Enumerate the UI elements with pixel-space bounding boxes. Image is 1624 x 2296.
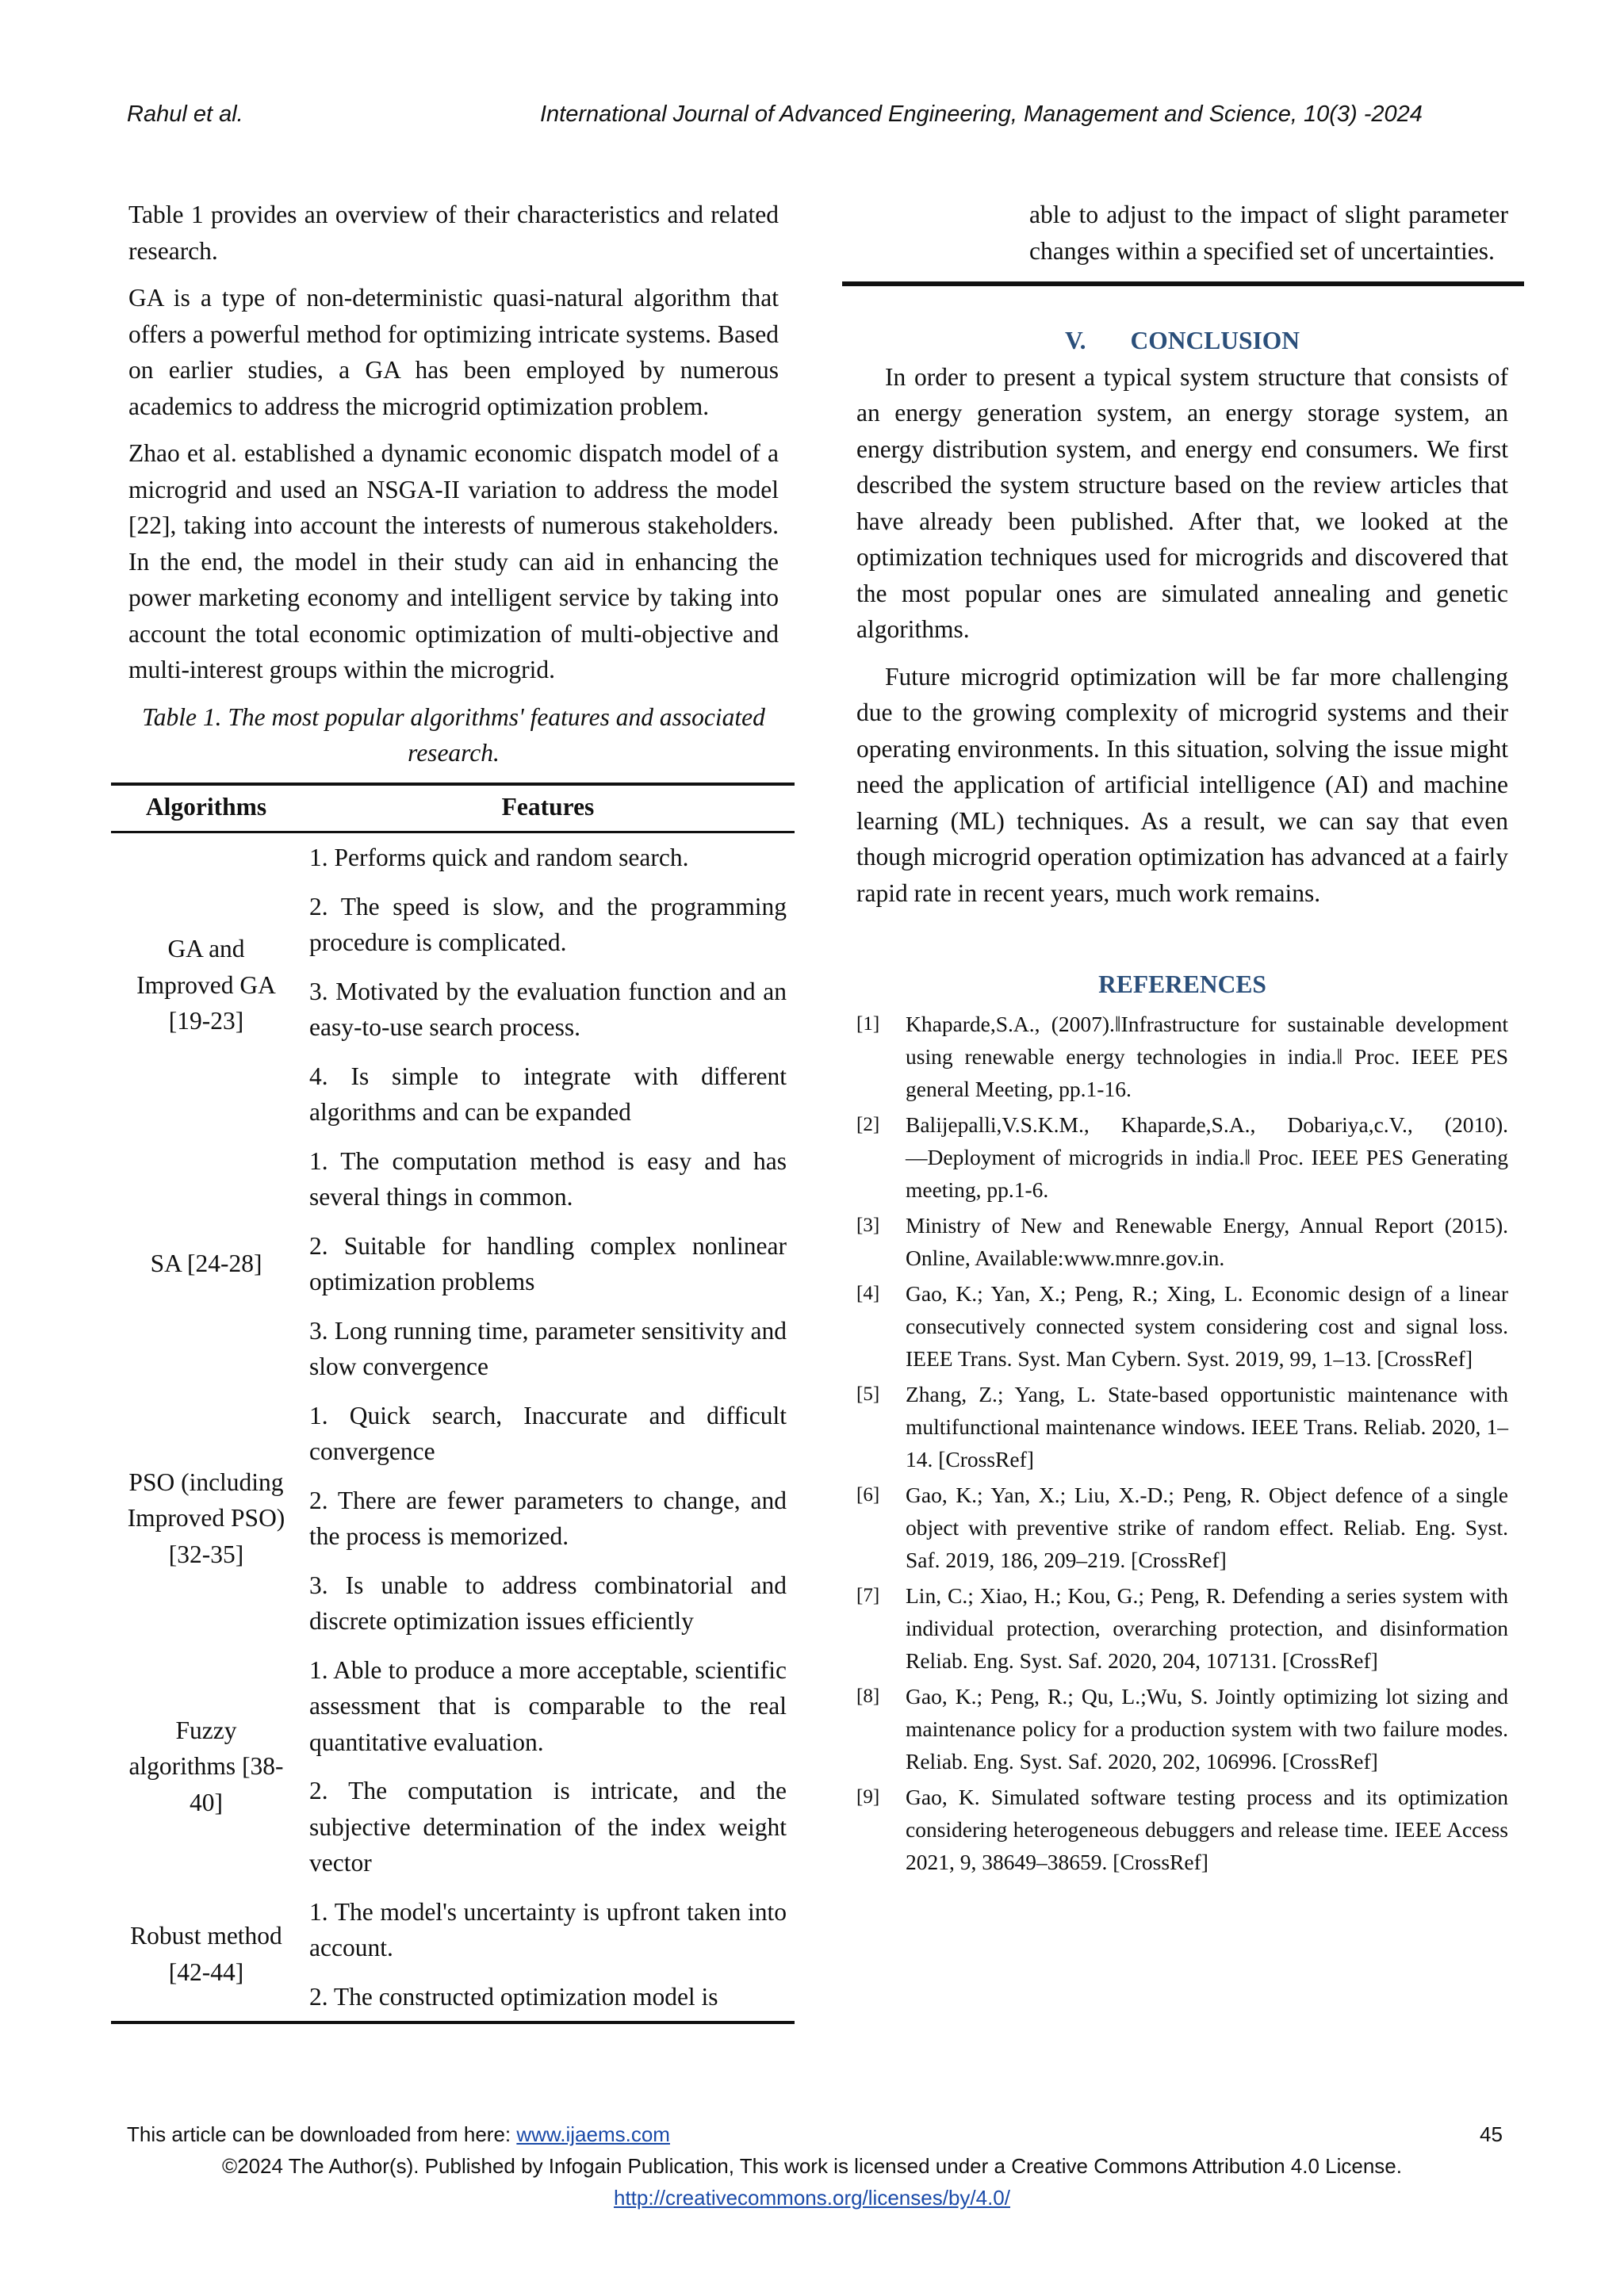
table-row xyxy=(111,1391,795,1476)
footer-download-text: This article can be downloaded from here: xyxy=(127,2122,517,2146)
paragraph-intro: Table 1 provides an overview of their characteristics and related research. xyxy=(128,201,779,265)
algorithm-name: GA and Improved GA [19-23] xyxy=(136,935,276,1035)
algorithm-name: Robust method [42-44] xyxy=(130,1922,282,1986)
footer-license: ©2024 The Author(s). Published by Infogain Publication, This work is licensed under a Creative Commons Attribution 4.0 License. xyxy=(221,2154,1402,2178)
paragraph-zhao: Zhao et al. established a dynamic economic dispatch model of a microgrid and used an NSGA-II variation to address the model [22], taking into account the interests of numerous stakeholders. In the end, the model in their study can aid in enhancing the power marketing economy and intelligent service by taking into account the total economic optimization of multi-objective and multi-interest groups within the microgrid. xyxy=(128,439,779,683)
reference-item: [4] Gao, K.; Yan, X.; Peng, R.; Xing, L. Economic design of a linear consecutively connected system considering cost and signal loss. IEEE Trans. Syst. Man Cybern. Syst. 2019, 99, 1–13. [CrossRef] xyxy=(856,1280,1508,1371)
feature-cell: 3. Long running time, parameter sensitivity and slow convergence xyxy=(309,1316,787,1380)
table-row xyxy=(111,1888,795,1973)
reference-item: [6] Gao, K.; Yan, X.; Liu, X.-D.; Peng, R. Object defence of a single object with preventive strike of random effect. Reliab. Eng. Syst. Saf. 2019, 186, 209–219. [CrossRef] xyxy=(856,1482,1508,1572)
footer-license-link-line xyxy=(0,2186,1624,2210)
feature-cell: 2. The speed is slow, and the programming procedure is complicated. xyxy=(309,892,787,956)
feature-cell: 3. Motivated by the evaluation function and an easy-to-use search process. xyxy=(309,977,787,1041)
algorithm-name: PSO (including Improved PSO) [32-35] xyxy=(127,1468,285,1568)
header-features: Features xyxy=(501,792,595,821)
table-continuation: able to adjust to the impact of slight parameter changes within a specified set of uncertainties. xyxy=(1029,201,1508,265)
feature-cell: 1. Performs quick and random search. xyxy=(309,844,689,871)
feature-cell: 1. The model's uncertainty is upfront taken into account. xyxy=(309,1897,787,1961)
reference-item: [3] Ministry of New and Renewable Energy, Annual Report (2015). Online, Available:www.mnre.gov.in. xyxy=(856,1212,1508,1270)
right-column xyxy=(856,197,1508,1881)
feature-cell: 1. The computation method is easy and has several things in common. xyxy=(309,1146,787,1211)
section-number: V. xyxy=(1064,327,1086,354)
table-row xyxy=(111,832,795,882)
running-header-journal: International Journal of Advanced Engineering, Management and Science, 10(3) -2024 xyxy=(540,101,1423,127)
running-header-authors: Rahul et al. xyxy=(127,101,243,127)
table-bottom-rule xyxy=(842,281,1524,286)
table-header-row xyxy=(111,784,795,832)
feature-cell: 2. The computation is intricate, and the subjective determination of the index weight vector xyxy=(309,1777,787,1877)
left-column xyxy=(127,197,787,2024)
algorithm-name: SA [24-28] xyxy=(150,1249,262,1278)
reference-item: [2] Balijepalli,V.S.K.M., Khaparde,S.A., Dobariya,c.V., (2010). ―Deployment of microgrids in india.‖ Proc. IEEE PES Generating meeting, pp.1-6. xyxy=(856,1112,1508,1202)
reference-item: [7] Lin, C.; Xiao, H.; Kou, G.; Peng, R. Defending a series system with individual protection, overarching protection, and disinformation Reliab. Eng. Syst. Saf. 2020, 204, 107131. [CrossRef] xyxy=(856,1582,1508,1673)
header-algorithms: Algorithms xyxy=(145,792,267,821)
table-row xyxy=(111,1646,795,1767)
paragraph-conclusion-2: Future microgrid optimization will be far more challenging due to the growing complexity of microgrid systems and their operating environments. In this situation, solving the issue might need the application of artificial intelligence (AI) and machine learning (ML) techniques. As a result, we can say that even though microgrid operation optimization has advanced at a fairly rapid rate in recent years, much work remains. xyxy=(856,662,1508,907)
footer-site-link[interactable]: www.ijaems.com xyxy=(516,2122,670,2146)
footer-license-link[interactable]: http://creativecommons.org/licenses/by/4.0/ xyxy=(613,2186,1010,2210)
feature-cell: 2. The constructed optimization model is xyxy=(309,1982,718,2011)
algorithms-table xyxy=(111,783,795,2025)
section-heading-conclusion xyxy=(856,323,1508,359)
reference-item: [8] Gao, K.; Peng, R.; Qu, L.;Wu, S. Jointly optimizing lot sizing and maintenance policy for a production system with two failure modes. Reliab. Eng. Syst. Saf. 2020, 202, 106996. [CrossRef] xyxy=(856,1683,1508,1774)
section-heading-references: REFERENCES xyxy=(1098,970,1266,998)
reference-item: [1] Khaparde,S.A., (2007).‖Infrastructure for sustainable development using renewable energy technologies in india.‖ Proc. IEEE PES general Meeting, pp.1-16. xyxy=(856,1011,1508,1101)
paragraph-ga: GA is a type of non-deterministic quasi-natural algorithm that offers a powerful method for optimizing intricate systems. Based on earlier studies, a GA has been employed by numerous academics to address the microgrid optimization problem. xyxy=(128,284,779,420)
feature-cell: 4. Is simple to integrate with different algorithms and can be expanded xyxy=(309,1062,787,1126)
paragraph-conclusion-1: In order to present a typical system structure that consists of an energy generation system, an energy storage system, an energy distribution system, and energy end consumers. We first described the system structure based on the review articles that have already been published. After that, we looked at the optimization techniques used for microgrids and discovered that the most popular ones are simulated annealing and genetic algorithms. xyxy=(856,362,1508,643)
feature-cell: 3. Is unable to address combinatorial and discrete optimization issues efficiently xyxy=(309,1571,787,1635)
algorithm-name: Fuzzy algorithms [38-40] xyxy=(128,1716,284,1816)
feature-cell: 2. Suitable for handling complex nonlinear optimization problems xyxy=(309,1231,787,1295)
table-row xyxy=(111,1137,795,1222)
page-number: 45 xyxy=(1480,2122,1503,2146)
reference-item: [5] Zhang, Z.; Yang, L. State-based opportunistic maintenance with multifunctional maintenance windows. IEEE Trans. Reliab. 2020, 1–14. [CrossRef] xyxy=(856,1381,1508,1471)
feature-cell: 1. Able to produce a more acceptable, scientific assessment that is comparable to the real quantitative evaluation. xyxy=(309,1655,787,1756)
section-title: CONCLUSION xyxy=(1130,327,1300,354)
reference-list xyxy=(856,1008,1508,1878)
footer-download-line xyxy=(127,2122,670,2147)
feature-cell: 1. Quick search, Inaccurate and difficult convergence xyxy=(309,1401,787,1465)
table-caption: Table 1. The most popular algorithms' features and associated research. xyxy=(142,702,765,767)
feature-cell: 2. There are fewer parameters to change, and the process is memorized. xyxy=(309,1486,787,1550)
reference-item: [9] Gao, K. Simulated software testing process and its optimization considering heterogeneous debuggers and release time. IEEE Access 2021, 9, 38649–38659. [CrossRef] xyxy=(856,1784,1508,1874)
